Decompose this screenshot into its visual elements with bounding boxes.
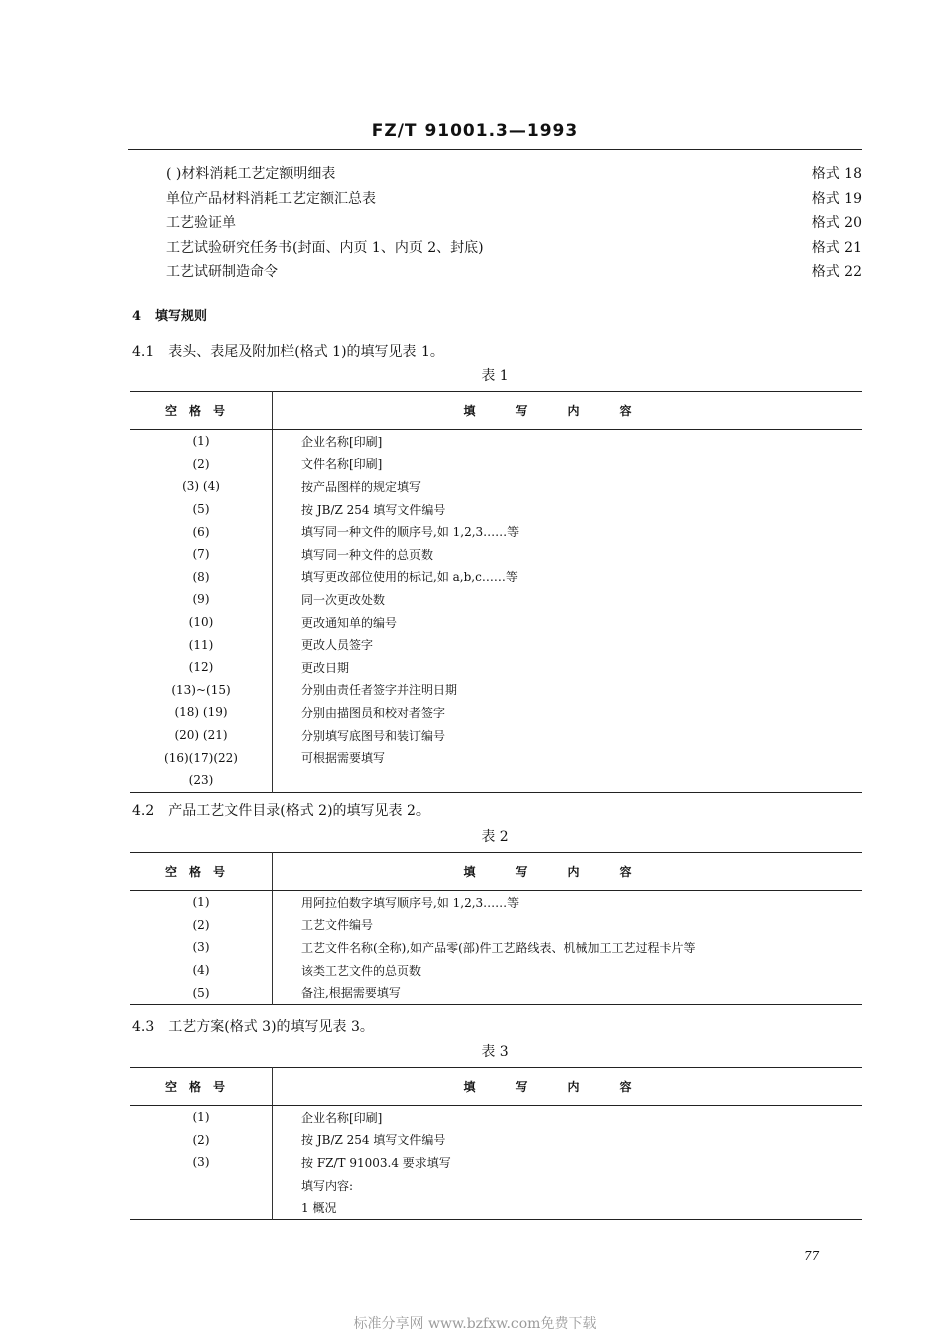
column-header-fill-content: 填写内容 <box>273 853 863 891</box>
table-2-caption: 表 2 <box>481 829 509 845</box>
format-item-code: 格式 22 <box>811 264 862 280</box>
watermark-text: 标准分享网 www.bzfxw.com免费下载 <box>353 1316 597 1332</box>
table-row <box>130 1151 862 1174</box>
cell-content: 分别由描图员和校对者签字 <box>301 705 446 720</box>
cell-content: 备注,根据需要填写 <box>301 986 401 1001</box>
cell-number: (16)(17)(22) <box>130 746 273 769</box>
cell-number: (1) <box>130 430 273 453</box>
cell-number: (6) <box>130 520 273 543</box>
cell-number: (3) (4) <box>130 475 273 498</box>
format-item-label: 工艺验证单 <box>166 215 236 231</box>
table-row <box>130 656 862 679</box>
cell-number: (7) <box>130 543 273 566</box>
cell-content: 企业名称[印刷] <box>301 434 383 449</box>
column-header-fill-content: 填写内容 <box>273 392 863 430</box>
table-row <box>130 981 862 1004</box>
standard-number-header: FZ/T 91001.3—1993 <box>371 121 579 141</box>
cell-content: 更改人员签字 <box>301 638 374 653</box>
cell-content: 工艺文件名称(全称),如产品零(部)件工艺路线表、机械加工工艺过程卡片等 <box>301 940 696 955</box>
header-rule <box>128 149 862 150</box>
table-row <box>130 914 862 937</box>
table-1 <box>130 391 862 793</box>
column-header-cell-number: 空格号 <box>130 392 273 430</box>
table-row <box>130 430 862 453</box>
cell-content: 按产品图样的规定填写 <box>301 479 422 494</box>
table-row <box>130 588 862 611</box>
cell-content: 同一次更改处数 <box>301 592 386 607</box>
cell-number: (23) <box>130 769 273 792</box>
cell-number <box>130 1174 273 1197</box>
table-row <box>130 453 862 476</box>
cell-content: 填写更改部位使用的标记,如 a,b,c……等 <box>301 570 518 585</box>
column-header-fill-content: 填写内容 <box>273 1068 863 1106</box>
cell-number: (2) <box>130 453 273 476</box>
cell-content: 工艺文件编号 <box>301 918 374 933</box>
table-row <box>130 701 862 724</box>
subsection-4-2 <box>132 800 430 820</box>
format-item-code: 格式 21 <box>811 239 862 256</box>
subsection-text: 工艺方案(格式 3)的填写见表 3。 <box>168 1019 374 1035</box>
cell-content: 按 JB/Z 254 填写文件编号 <box>301 502 446 517</box>
column-header-cell-number: 空格号 <box>130 1068 273 1106</box>
table-row <box>130 1196 862 1219</box>
table-row <box>130 543 862 566</box>
column-header-cell-number: 空格号 <box>130 853 273 891</box>
table-row <box>130 746 862 769</box>
cell-number: (20) (21) <box>130 724 273 747</box>
format-item-label: 单位产品材料消耗工艺定额汇总表 <box>166 190 376 207</box>
format-list-item <box>166 237 862 262</box>
format-item-label: 工艺试验研究任务书(封面、内页 1、内页 2、封底) <box>166 239 484 256</box>
table-row <box>130 679 862 702</box>
subsection-number: 4.3 <box>132 1019 155 1035</box>
cell-content: 该类工艺文件的总页数 <box>301 963 422 978</box>
table-row <box>130 724 862 747</box>
cell-content: 文件名称[印刷] <box>301 457 383 472</box>
subsection-4-3 <box>132 1016 374 1036</box>
cell-number: (13)~(15) <box>130 679 273 702</box>
subsection-number: 4.2 <box>132 803 155 819</box>
table-row <box>130 959 862 982</box>
cell-number: (8) <box>130 566 273 589</box>
cell-number: (18) (19) <box>130 701 273 724</box>
section-number: 4 <box>132 309 142 324</box>
cell-content: 按 JB/Z 254 填写文件编号 <box>301 1133 446 1148</box>
table-row <box>130 936 862 959</box>
cell-number: (9) <box>130 588 273 611</box>
cell-content: 填写内容: <box>301 1178 354 1193</box>
cell-number: (1) <box>130 1106 273 1129</box>
table-1-caption: 表 1 <box>481 368 509 384</box>
table-row <box>130 891 862 914</box>
cell-number: (5) <box>130 981 273 1004</box>
table-2 <box>130 852 862 1005</box>
format-item-code: 格式 20 <box>811 215 862 231</box>
cell-number: (1) <box>130 891 273 914</box>
cell-content: 分别由责任者签字并注明日期 <box>301 683 458 698</box>
cell-number: (4) <box>130 959 273 982</box>
cell-content: 用阿拉伯数字填写顺序号,如 1,2,3……等 <box>301 895 520 910</box>
table-3 <box>130 1067 862 1220</box>
table-row <box>130 1106 862 1129</box>
cell-number: (3) <box>130 936 273 959</box>
format-item-code: 格式 19 <box>811 190 862 207</box>
table-3-caption: 表 3 <box>481 1044 509 1060</box>
format-list-item <box>166 212 862 237</box>
table-row <box>130 475 862 498</box>
cell-content: 填写同一种文件的顺序号,如 1,2,3……等 <box>301 525 520 540</box>
cell-number: (2) <box>130 914 273 937</box>
table-row <box>130 769 862 792</box>
cell-content: 填写同一种文件的总页数 <box>301 547 434 562</box>
section-4-heading <box>132 305 207 324</box>
format-item-code: 格式 18 <box>811 166 862 182</box>
subsection-number: 4.1 <box>132 344 155 360</box>
table-row <box>130 520 862 543</box>
cell-content: 分别填写底图号和装订编号 <box>301 728 446 743</box>
format-item-label: ( )材料消耗工艺定额明细表 <box>166 166 336 182</box>
cell-content <box>273 769 863 792</box>
cell-number: (10) <box>130 611 273 634</box>
cell-number: (5) <box>130 498 273 521</box>
cell-number: (11) <box>130 633 273 656</box>
cell-number <box>130 1196 273 1219</box>
cell-content: 企业名称[印刷] <box>301 1110 383 1125</box>
table-row <box>130 566 862 589</box>
page-number: 77 <box>804 1249 820 1263</box>
table-row <box>130 633 862 656</box>
format-list-item <box>166 163 862 188</box>
format-list <box>166 163 862 286</box>
cell-content: 更改通知单的编号 <box>301 615 398 630</box>
subsection-text: 表头、表尾及附加栏(格式 1)的填写见表 1。 <box>168 344 444 360</box>
cell-number: (3) <box>130 1151 273 1174</box>
cell-content: 可根据需要填写 <box>301 751 386 766</box>
cell-content: 按 FZ/T 91003.4 要求填写 <box>301 1155 451 1170</box>
subsection-4-1 <box>132 341 444 361</box>
format-list-item <box>166 188 862 213</box>
cell-content: 1 概况 <box>301 1201 337 1216</box>
cell-number: (2) <box>130 1129 273 1152</box>
cell-content: 更改日期 <box>301 660 350 675</box>
table-row <box>130 1174 862 1197</box>
table-row <box>130 498 862 521</box>
cell-number: (12) <box>130 656 273 679</box>
section-title: 填写规则 <box>155 309 208 324</box>
format-list-item <box>166 261 862 286</box>
format-item-label: 工艺试研制造命令 <box>166 264 278 280</box>
table-row <box>130 611 862 634</box>
subsection-text: 产品工艺文件目录(格式 2)的填写见表 2。 <box>168 803 430 819</box>
table-row <box>130 1129 862 1152</box>
